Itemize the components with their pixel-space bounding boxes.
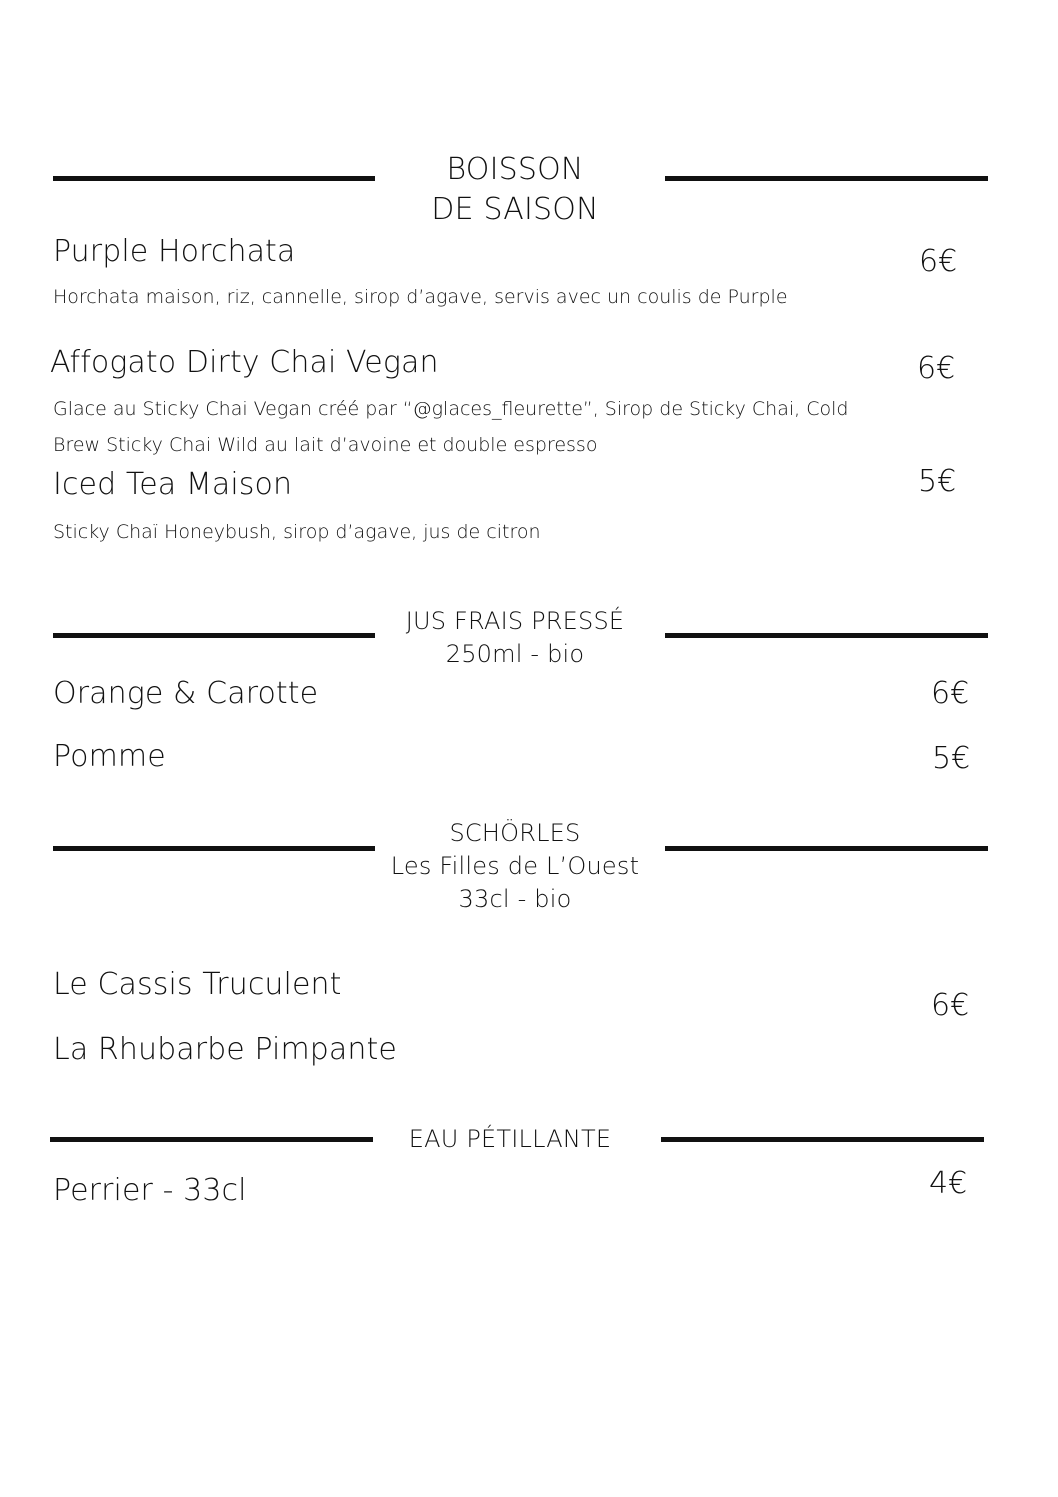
menu-item-price: 5€	[918, 464, 957, 499]
menu-item-name: Pomme	[53, 739, 166, 774]
menu-item-name: Perrier - 33cl	[53, 1173, 247, 1208]
divider-right	[665, 633, 988, 638]
menu-item-price: 6€	[917, 351, 956, 386]
menu-item-name: Orange & Carotte	[53, 676, 319, 711]
section-title: SCHÖRLES Les Filles de L’Ouest 33cl - bio	[390, 819, 640, 913]
divider-left	[53, 633, 375, 638]
menu-item-price: 6€	[919, 244, 958, 279]
menu-item-price: 5€	[932, 741, 971, 776]
divider-right	[665, 176, 988, 181]
section-title: EAU PÉTILLANTE	[408, 1125, 612, 1153]
shared-price: 6€	[931, 988, 970, 1023]
menu-item-description: Glace au Sticky Chai Vegan créé par “@glaces_fleurette”, Sirop de Sticky Chai, Cold Brew Sticky Chai Wild au lait d’avoine et double espresso	[53, 398, 849, 456]
divider-left	[53, 176, 375, 181]
divider-left	[53, 846, 375, 851]
menu-item-name: Iced Tea Maison	[53, 467, 293, 502]
menu-item-name: Affogato Dirty Chai Vegan	[50, 345, 439, 380]
menu-item-price: 4€	[929, 1166, 968, 1201]
divider-left	[50, 1137, 373, 1142]
menu-item-name: Purple Horchata	[53, 234, 296, 269]
section-title: JUS FRAIS PRESSÉ 250ml - bio	[405, 607, 625, 668]
menu-item-name: La Rhubarbe Pimpante	[53, 1032, 397, 1067]
menu-item-price: 6€	[931, 676, 970, 711]
menu-item-name: Le Cassis Truculent	[53, 967, 342, 1002]
menu-item-description: Horchata maison, riz, cannelle, sirop d’agave, servis avec un coulis de Purple	[53, 286, 788, 308]
menu-item-description: Sticky Chaï Honeybush, sirop d’agave, jus de citron	[53, 521, 541, 543]
section-title: BOISSON DE SAISON	[431, 152, 599, 227]
divider-right	[665, 846, 988, 851]
divider-right	[661, 1137, 984, 1142]
